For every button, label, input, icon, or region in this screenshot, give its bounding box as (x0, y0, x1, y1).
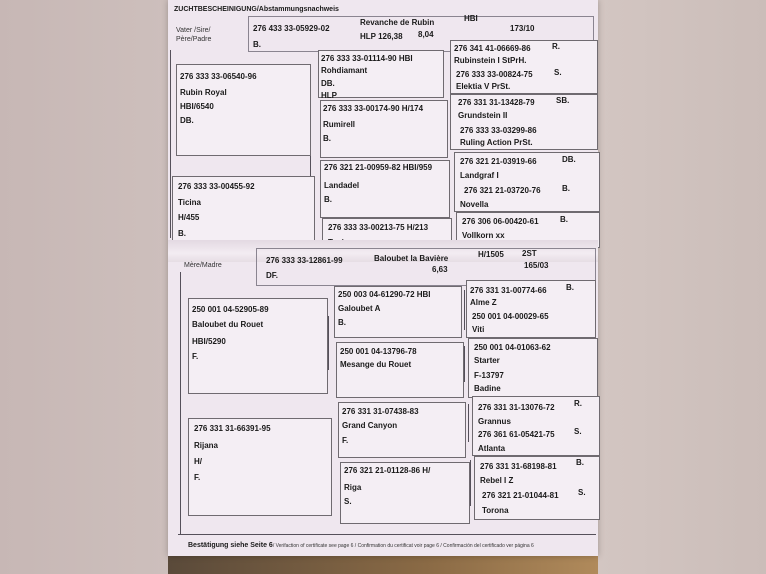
horse-name: Rijana (194, 441, 219, 450)
sire-score: 8,04 (418, 30, 434, 39)
horse-number: 276 331 31-13076-72 (478, 403, 555, 412)
horse-color: B. (323, 134, 331, 143)
sire-color: B. (253, 40, 261, 49)
horse-number: 276 321 21-03720-76 (464, 186, 541, 195)
certificate-title: ZUCHTBESCHEINIGUNG/Abstammungsnachweis (174, 6, 339, 13)
horse-color: B. (576, 458, 584, 467)
sire-studbook: HBI (464, 14, 478, 23)
footer-bold: Bestätigung siehe Seite 6 (188, 542, 273, 549)
sire-code: 173/10 (510, 24, 535, 33)
sire-bracket (170, 50, 171, 238)
horse-number: 276 321 21-01044-81 (482, 491, 559, 500)
horse-detail: DB. (321, 79, 335, 88)
horse-name: Novella (460, 200, 489, 209)
horse-color: DB. (562, 155, 576, 164)
horse-name: Rubinstein I StPrH. (454, 56, 527, 65)
sire-number: 276 433 33-05929-02 (253, 24, 330, 33)
horse-name: Alme Z (470, 298, 497, 307)
connector-line (464, 346, 465, 382)
horse-name: Landgraf I (460, 171, 499, 180)
horse-name: Landadel (324, 181, 360, 190)
horse-name: Badine (474, 384, 501, 393)
horse-color: R. (552, 42, 560, 51)
horse-number: 276 333 33-06540-96 (180, 72, 257, 81)
horse-name: Rebel I Z (480, 476, 514, 485)
background-left (0, 0, 168, 574)
horse-number: 276 333 33-01114-90 HBI (321, 54, 413, 63)
horse-color: S. (554, 68, 562, 77)
background-right (596, 0, 766, 574)
horse-number: 276 331 31-07438-83 (342, 407, 419, 416)
horse-color: F. (194, 473, 201, 482)
horse-number: 276 321 21-01128-86 H/ (344, 466, 431, 475)
horse-color: DB. (180, 116, 194, 125)
horse-number: 276 341 41-06669-86 (454, 44, 531, 53)
horse-reg: H/455 (178, 213, 200, 222)
horse-number: 276 333 33-00455-92 (178, 182, 255, 191)
connector-line (470, 460, 471, 506)
dam-label: Mère/Madre (184, 262, 222, 269)
horse-detail: HLP (321, 91, 337, 100)
horse-name: Elektia V PrSt. (456, 82, 511, 91)
dam-studbook: H/1505 (478, 250, 504, 259)
dam-name: Baloubet la Bavière (374, 254, 449, 263)
horse-name: Grundstein II (458, 111, 508, 120)
horse-color: B. (562, 184, 570, 193)
horse-color: B. (566, 283, 574, 292)
dam-code: 165/03 (524, 261, 549, 270)
horse-reg: HBI/5290 (192, 337, 226, 346)
horse-color: R. (574, 399, 582, 408)
sire-perf: HLP 126,38 (360, 32, 403, 41)
horse-name: Baloubet du Rouet (192, 320, 264, 329)
horse-number: 276 331 31-13428-79 (458, 98, 535, 107)
horse-number: F-13797 (474, 371, 504, 380)
horse-color: SB. (556, 96, 570, 105)
horse-name: Rohdiamant (321, 66, 368, 75)
horse-name: Ruling Action PrSt. (460, 138, 533, 147)
horse-number: 276 331 31-68198-81 (480, 462, 557, 471)
horse-name: Grand Canyon (342, 421, 398, 430)
horse-number: 250 001 04-52905-89 (192, 305, 269, 314)
horse-name: Riga (344, 483, 362, 492)
horse-name: Galoubet A (338, 304, 381, 313)
horse-number: 250 003 04-61290-72 HBI (338, 290, 431, 299)
horse-name: Rumirell (323, 120, 356, 129)
horse-number: 276 306 06-00420-61 (462, 217, 539, 226)
horse-color: S. (344, 497, 352, 506)
sire-name: Revanche de Rubin (360, 18, 435, 27)
horse-reg: HBI/6540 (180, 102, 214, 111)
horse-number: 276 321 21-00959-82 HBI/959 (324, 163, 433, 172)
connector-line (328, 316, 329, 370)
horse-name: Grannus (478, 417, 511, 426)
horse-number: 276 333 33-00824-75 (456, 70, 533, 79)
horse-number: 276 333 33-00213-75 H/213 (328, 223, 429, 232)
horse-name: Vollkorn xx (462, 231, 505, 240)
horse-number: 250 001 04-13796-78 (340, 347, 417, 356)
horse-color: F. (192, 352, 199, 361)
horse-name: Rubin Royal (180, 88, 227, 97)
dam-color: DF. (266, 271, 278, 280)
footer-rest: / Verifaction of certificate see page 6 / Confirmation du certificat voir page 6 / Confirmación del certificado ver página 6 (272, 543, 534, 549)
dam-bracket (180, 272, 181, 534)
horse-number: 276 333 33-03299-86 (460, 126, 537, 135)
horse-name: Mesange du Rouet (340, 360, 412, 369)
horse-number: 276 321 21-03919-66 (460, 157, 537, 166)
horse-reg: H/ (194, 457, 202, 466)
horse-number: 250 001 04-00029-65 (472, 312, 549, 321)
horse-number: 276 331 31-66391-95 (194, 424, 271, 433)
horse-color: B. (560, 215, 568, 224)
connector-line (464, 290, 465, 330)
dam-number: 276 333 33-12861-99 (266, 256, 343, 265)
horse-name: Ticina (178, 198, 201, 207)
horse-color: B. (178, 229, 186, 238)
horse-color: B. (324, 195, 332, 204)
footer-confirmation (188, 542, 534, 549)
dam-flag: 2ST (522, 249, 537, 258)
connector-line (468, 404, 469, 442)
horse-name: Starter (474, 356, 500, 365)
horse-number: 250 001 04-01063-62 (474, 343, 551, 352)
horse-name: Viti (472, 325, 485, 334)
dam-score: 6,63 (432, 265, 448, 274)
horse-name: Atlanta (478, 444, 506, 453)
horse-number: 276 331 31-00774-66 (470, 286, 547, 295)
horse-name: Torona (482, 506, 509, 515)
horse-color: B. (338, 318, 346, 327)
horse-number: 276 361 61-05421-75 (478, 430, 555, 439)
horse-color: S. (574, 427, 582, 436)
sire-label: Vater /Sire/ Père/Padre (176, 27, 212, 43)
horse-color: S. (578, 488, 586, 497)
horse-color: F. (342, 436, 349, 445)
pedigree-certificate (168, 0, 598, 556)
footer-divider (178, 534, 596, 535)
horse-number: 276 333 33-00174-90 H/174 (323, 104, 424, 113)
